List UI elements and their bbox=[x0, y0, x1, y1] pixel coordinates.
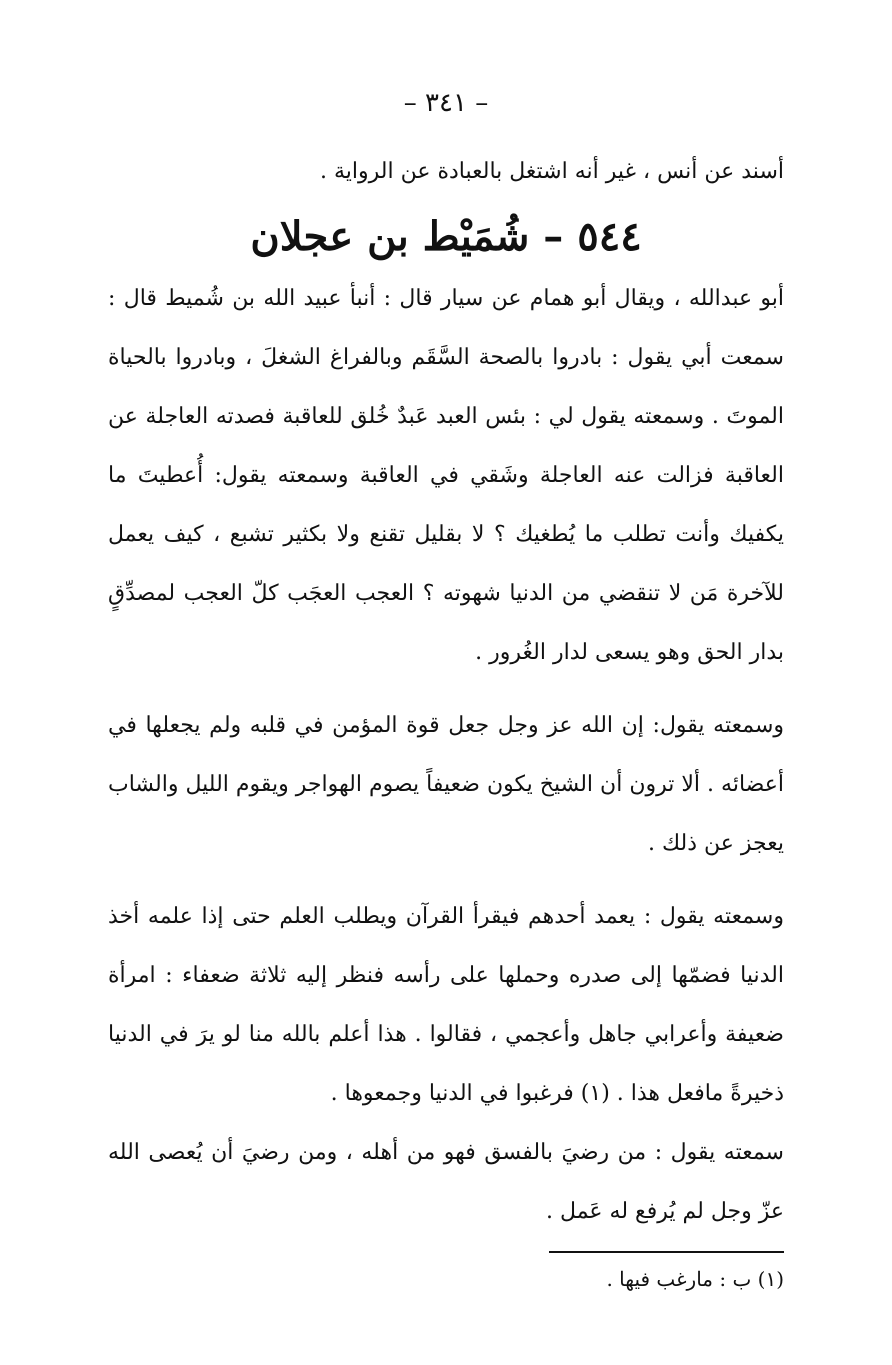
entry-title: ٥٤٤ – شُمَيْط بن عجلان bbox=[250, 213, 642, 260]
opening-line: أسند عن أنس ، غير أنه اشتغل بالعبادة عن الرواية . bbox=[320, 159, 784, 184]
paragraph-gap bbox=[108, 873, 784, 887]
paragraph-gap bbox=[108, 682, 784, 696]
page-number: – ٣٤١ – bbox=[403, 88, 489, 118]
footnote-divider bbox=[549, 1251, 784, 1253]
paragraph: سمعته يقول : من رضيَ بالفسق فهو من أهله ، ومن رضيَ أن يُعصى الله عزّ وجل لم يُرفع له عَمل . bbox=[108, 1140, 784, 1224]
paragraph: أبو عبدالله ، ويقال أبو همام عن سيار قال : أنبأ عبيد الله بن شُميط قال : سمعت أبي يقول : بادروا بالصحة السَّقَم وبالفراغ الشغلَ ، وبادروا بالحياة الموتَ . وسمعته يقول لي : بئس العبد عَبدٌ خُلق للعاقبة فصدته العاجلة عن العاقبة فزالت عنه العاجلة وشَقي في العاقبة وسمعته يقول: أُعطيتَ ما يكفيك وأنت تطلب ما يُطغيك ؟ لا بقليل تقنع ولا بكثير تشبع ، كيف يعمل للآخرة مَن لا تنقضي من الدنيا شهوته ؟ العجب العجَب كلّ العجب لمصدِّقٍ بدار الحق وهو يسعى لدار الغُرور . bbox=[108, 286, 784, 665]
paragraph: وسمعته يقول : يعمد أحدهم فيقرأ القرآن ويطلب العلم حتى إذا علمه أخذ الدنيا فضمّها إلى صدره وحملها على رأسه فنظر إليه ثلاثة ضعفاء : امرأة ضعيفة وأعرابي جاهل وأعجمي ، فقالوا . هذا أعلم بالله منا لو يرَ في الدنيا ذخيرةً مافعل هذا . (١) فرغبوا في الدنيا وجمعوها . bbox=[108, 904, 784, 1106]
footnote: (١) ب : مارغب فيها . bbox=[606, 1267, 784, 1291]
paragraph: وسمعته يقول: إن الله عز وجل جعل قوة المؤمن في قلبه ولم يجعلها في أعضائه . ألا ترون أن الشيخ يكون ضعيفاً يصوم الهواجر ويقوم الليل والشاب يعجز عن ذلك . bbox=[108, 713, 784, 856]
